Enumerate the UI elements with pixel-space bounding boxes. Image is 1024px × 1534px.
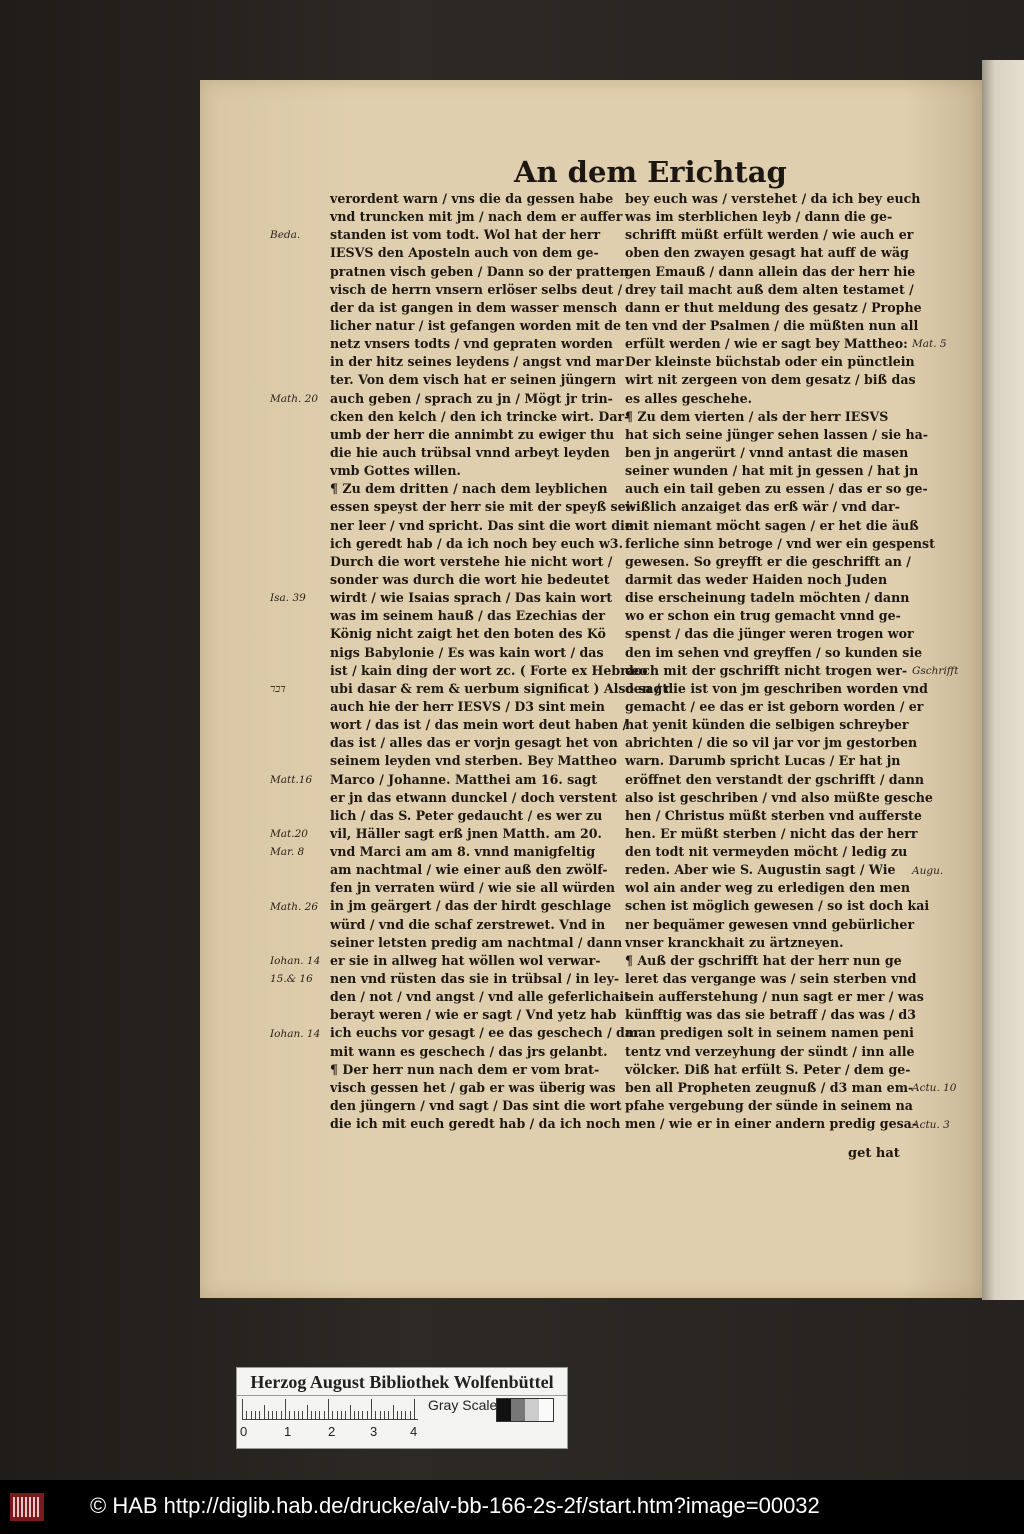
ruler-tick (298, 1411, 299, 1419)
ruler-tick (285, 1399, 286, 1419)
text-line: sonder was durch die wort hie bedeutet (330, 571, 610, 587)
ruler-tick (242, 1399, 243, 1419)
margin-note: Actu. 10 (912, 1082, 957, 1095)
text-line: würd / vnd die schaf zerstrewet. Vnd in (330, 916, 606, 932)
text-line: darmit das weder Haiden noch Juden (625, 571, 888, 587)
ruler-tick (384, 1411, 385, 1419)
text-line: hen. Er müßt sterben / nicht das der herr (625, 825, 918, 841)
catchword: get hat (848, 1146, 900, 1161)
text-line: sein aufferstehung / nun sagt er mer / was (625, 989, 924, 1005)
footer-copyright-link[interactable]: © HAB http://diglib.hab.de/drucke/alv-bb-166-2s-2f/start.htm?image=00032 (90, 1493, 820, 1518)
text-line: ter. Von dem visch hat er seinen jüngern (330, 372, 617, 388)
margin-note: Math. 20 (270, 392, 319, 405)
text-line: visch gessen het / gab er was überig was (330, 1079, 616, 1095)
text-line: hat sich seine jünger sehen lassen / sie ha- (625, 426, 929, 442)
ruler-tick (393, 1405, 394, 1419)
text-line: den im sehen vnd greyffen / so kunden sie (625, 644, 923, 660)
text-line: ist / kain ding der wort zc. ( Forte ex Hebræo (330, 662, 648, 678)
ruler-tick (268, 1411, 269, 1419)
ruler-tick (414, 1399, 415, 1419)
ruler-number: 2 (328, 1424, 336, 1439)
ruler-tick (307, 1405, 308, 1419)
text-line: umb der herr die annimbt zu ewiger thu (330, 426, 615, 442)
text-line: den / die ist von jm geschriben worden vnd (625, 680, 928, 696)
text-line: oben den zwayen gesagt hat auff de wäg (625, 245, 909, 261)
ruler-tick (341, 1411, 342, 1419)
ruler-number: 0 (240, 1424, 248, 1439)
margin-note: Iohan. 14 (270, 1027, 321, 1040)
ruler-number: 1 (284, 1424, 292, 1439)
text-line: mit wann es geschech / das jrs gelanbt. (330, 1043, 608, 1059)
text-line: vnd Marci am am 8. vnnd manigfeltig (330, 844, 596, 860)
ruler-tick (405, 1411, 406, 1419)
text-line: fen jn verraten würd / wie sie all würden (330, 880, 616, 896)
text-line: vnd truncken mit jm / nach dem er auffer (330, 209, 623, 225)
text-line: auch geben / sprach zu jn / Mögt jr trin- (330, 390, 613, 406)
text-line: auch ein tail geben zu essen / das er so ge- (625, 481, 928, 497)
ruler-tick (358, 1411, 359, 1419)
text-line: ¶ Zu dem vierten / als der herr IESVS (625, 408, 889, 424)
margin-note: דבר (270, 683, 286, 696)
ruler-tick (294, 1411, 295, 1419)
text-line: ubi dasar & rem & uerbum significat ) Also sagt (330, 680, 669, 696)
ruler-tick (315, 1411, 316, 1419)
ruler-tick (397, 1411, 398, 1419)
gray-scale-label: Gray Scale (428, 1397, 498, 1413)
ruler-tick (332, 1411, 333, 1419)
margin-note: Augu. (912, 864, 944, 877)
swatch-white (539, 1399, 553, 1421)
ruler-tick (264, 1405, 265, 1419)
text-line: ben jn angerürt / vnnd antast die masen (625, 444, 909, 460)
text-line: berayt weren / wie er sagt / Vnd yetz hab (330, 1007, 617, 1023)
text-line: hen / Christus müßt sterben vnd aufferste (625, 807, 922, 823)
page-header: An dem Erichtag (514, 155, 787, 189)
ruler-tick (255, 1411, 256, 1419)
margin-note: Isa. 39 (270, 592, 306, 605)
text-line: ¶ Zu dem dritten / nach dem leyblichen (330, 481, 608, 497)
text-line: gen Emauß / dann allein das der herr hie (625, 263, 916, 279)
text-line: gewesen. So greyfft er die geschrifft an / (625, 553, 911, 569)
text-line: ¶ Auß der gschrifft hat der herr nun ge (625, 952, 902, 968)
text-line: ¶ Der herr nun nach dem er vom brat- (330, 1061, 600, 1077)
text-line: der da ist gangen in dem wasser mensch (330, 299, 618, 315)
text-line: pfahe vergebung der sünde in seinem na (625, 1098, 913, 1114)
ruler-tick (328, 1399, 329, 1419)
ruler-tick (362, 1411, 363, 1419)
text-line: das ist / alles das er vorjn gesagt het von (330, 735, 618, 751)
text-line: ben all Propheten zeugnuß / d3 man em- (625, 1079, 914, 1095)
margin-note: Iohan. 14 (270, 955, 321, 968)
text-line: licher natur / ist gefangen worden mit de (330, 317, 622, 333)
margin-note: Mat. 5 (912, 338, 947, 351)
text-line: was im sterblichen leyb / dann die ge- (625, 209, 893, 225)
text-line: gemacht / ee das er ist geborn worden / er (625, 698, 924, 714)
text-line: warn. Darumb spricht Lucas / Er hat jn (625, 753, 901, 769)
text-line: am nachtmal / wie einer auß den zwölf- (330, 862, 608, 878)
text-line: doch mit der gschrifft nicht trogen wer- (625, 662, 908, 678)
ruler-tick (289, 1411, 290, 1419)
text-line: dann er thut meldung des gesatz / Prophe (625, 299, 922, 315)
text-line: Der kleinste büchstab oder ein pünctlein (625, 354, 915, 370)
text-line: netz vnsers todts / vnd gepraten worden (330, 336, 613, 352)
text-line: tentz vnd verzeyhung der sündt / inn alle (625, 1043, 915, 1059)
text-line: men / wie er in einer andern predig gesa- (625, 1116, 918, 1132)
text-line: wißlich anzaiget das erß wär / vnd dar- (625, 499, 900, 515)
text-line: in der hitz seines leydens / angst vnd mar (330, 354, 624, 370)
text-line: vil, Häller sagt erß jnen Matth. am 20. (330, 825, 602, 841)
text-line: die hie auch trübsal vnnd arbeyt leyden (330, 444, 610, 460)
text-line: leret das vergange was / sein sterben vnd (625, 971, 917, 987)
ruler-tick (276, 1411, 277, 1419)
text-line: spenst / das die jünger weren trogen wor (625, 626, 914, 642)
text-line: den / not / vnd angst / vnd alle geferlichait (330, 989, 630, 1005)
ruler-tick (354, 1411, 355, 1419)
text-line: reden. Aber wie S. Augustin sagt / Wie (625, 862, 896, 878)
text-line: dise erscheinung tadeln möchten / dann (625, 590, 910, 606)
text-line: verordent warn / vns die da gessen habe (330, 191, 614, 206)
text-line: cken den kelch / den ich trincke wirt. Dar- (330, 408, 630, 424)
text-line: ner bequämer gewesen vnnd gebürlicher (625, 916, 915, 932)
ruler-tick (319, 1411, 320, 1419)
swatch-black (497, 1399, 511, 1421)
text-line: drey tail macht auß dem alten testamet / (625, 281, 914, 297)
text-line: Marco / Johanne. Matthei am 16. sagt (330, 771, 598, 787)
ruler-tick (410, 1411, 411, 1419)
text-line: nen vnd rüsten das sie in trübsal / in ley- (330, 971, 620, 987)
ruler-tick (375, 1411, 376, 1419)
text-line: hat yenit künden die selbigen schreyber (625, 717, 909, 733)
ruler-tick (246, 1411, 247, 1419)
text-line: Durch die wort verstehe hie nicht wort / (330, 553, 613, 569)
text-line: es alles geschehe. (625, 390, 753, 406)
ruler-tick (401, 1411, 402, 1419)
margin-note: Mar. 8 (270, 846, 305, 859)
ruler-tick (251, 1411, 252, 1419)
gray-scale-swatches (496, 1398, 554, 1422)
text-line: in jm geärgert / das der hirdt geschlage (330, 898, 612, 914)
text-line: vnser kranckhait zu ärtzneyen. (625, 934, 844, 950)
text-line: künfftig was das sie betraff / das was / d3 (625, 1007, 916, 1023)
text-line: vmb Gottes willen. (330, 463, 461, 479)
text-line: er sie in allweg hat wöllen wol verwar- (330, 952, 601, 968)
text-line: wo er schon ein trug gemacht vnnd ge- (625, 608, 901, 624)
text-line: standen ist vom todt. Wol hat der herr (330, 227, 601, 243)
text-line: wort / das ist / das mein wort deut haben / (330, 717, 628, 733)
text-line: den jüngern / vnd sagt / Das sint die wort (330, 1098, 622, 1114)
ruler-tick (337, 1411, 338, 1419)
text-line: ten vnd der Psalmen / die müßten nun all (625, 317, 919, 333)
text-line: visch de herrn vnsern erlöser selbs deut / (330, 281, 623, 297)
margin-note: Actu. 3 (912, 1118, 950, 1131)
ruler-tick (388, 1411, 389, 1419)
margin-note: Math. 26 (270, 900, 319, 913)
ruler (242, 1397, 418, 1420)
text-line: nigs Babylonie / Es was kain wort / das (330, 644, 604, 660)
left-text-column (330, 190, 669, 1133)
text-line: seiner letsten predig am nachtmal / dann (330, 934, 623, 950)
ruler-tick (281, 1411, 282, 1419)
hab-logo-icon (8, 1489, 46, 1525)
ruler-tick (311, 1411, 312, 1419)
ruler-tick (371, 1399, 372, 1419)
text-line: man predigen solt in seinem namen peni (625, 1025, 914, 1041)
text-line: die ich mit euch geredt hab / da ich noch (330, 1116, 621, 1132)
text-line: also ist geschriben / vnd also müßte gesche (625, 789, 933, 805)
margin-note: Beda. (270, 229, 301, 242)
text-line: ich euchs vor gesagt / ee das geschech / dar (330, 1025, 640, 1041)
ruler-tick (259, 1411, 260, 1419)
text-line: völcker. Diß hat erfült S. Peter / dem ge- (625, 1061, 911, 1077)
text-line: pratnen visch geben / Dann so der pratten (330, 263, 629, 279)
text-line: lich / das S. Peter gedaucht / es wer zu (330, 807, 603, 823)
text-line: wol ain ander weg zu erledigen den men (625, 880, 911, 896)
ruler-number: 4 (410, 1424, 418, 1439)
swatch-gray (511, 1399, 525, 1421)
ruler-tick (367, 1411, 368, 1419)
ruler-tick (345, 1411, 346, 1419)
text-line: abrichten / die so vil jar vor jm gestorben (625, 735, 918, 751)
margin-note: 15.& 16 (270, 973, 313, 986)
text-line: eröffnet den verstandt der gschrifft / dann (625, 771, 925, 787)
text-line: essen speyst der herr sie mit der speyß sei- (330, 499, 636, 515)
text-line: wirt nit zergeen von dem gesatz / biß das (625, 372, 916, 388)
ruler-tick (272, 1411, 273, 1419)
text-line: er jn das etwann dunckel / doch verstent (330, 789, 618, 805)
adjacent-page-edge (982, 60, 1024, 1300)
margin-note: Gschrifft (912, 664, 959, 677)
text-line: seinem leyden vnd sterben. Bey Mattheo (330, 753, 617, 769)
text-line: ner leer / vnd spricht. Das sint die wort die (330, 517, 633, 533)
text-line: erfült werden / wie er sagt bey Mattheo: (625, 336, 908, 352)
ruler-number: 3 (370, 1424, 378, 1439)
swatch-light-gray (525, 1399, 539, 1421)
text-line: ferliche sinn betroge / vnd wer ein gespenst (625, 535, 935, 551)
text-line: seiner wunden / hat mit jn gessen / hat jn (625, 463, 919, 479)
margin-note: Mat.20 (270, 828, 308, 841)
text-line: schrifft müßt erfült werden / wie auch er (625, 227, 914, 243)
ruler-tick (350, 1405, 351, 1419)
text-line: IESVS den Aposteln auch von dem ge- (330, 245, 599, 261)
text-line: den todt nit vermeyden möcht / ledig zu (625, 844, 908, 860)
text-line: auch hie der herr IESVS / D3 sint mein (330, 698, 605, 714)
text-line: schen ist möglich gewesen / so ist doch kai (625, 898, 930, 914)
institution-label: Herzog August Bibliothek Wolfenbüttel (236, 1367, 568, 1396)
text-line: ich geredt hab / da ich noch bey euch w3. (330, 535, 623, 551)
ruler-tick (324, 1411, 325, 1419)
text-line: mit niemant möcht sagen / er het die äuß (625, 517, 919, 533)
text-line: wirdt / wie Isaias sprach / Das kain wort (330, 590, 613, 606)
ruler-tick (302, 1411, 303, 1419)
text-line: bey euch was / verstehet / da ich bey euch (625, 191, 921, 206)
text-line: was im seinem hauß / das Ezechias der (330, 608, 606, 624)
ruler-tick (380, 1411, 381, 1419)
text-line: König nicht zaigt het den boten des Kö (330, 626, 606, 642)
margin-note: Matt.16 (270, 773, 313, 786)
